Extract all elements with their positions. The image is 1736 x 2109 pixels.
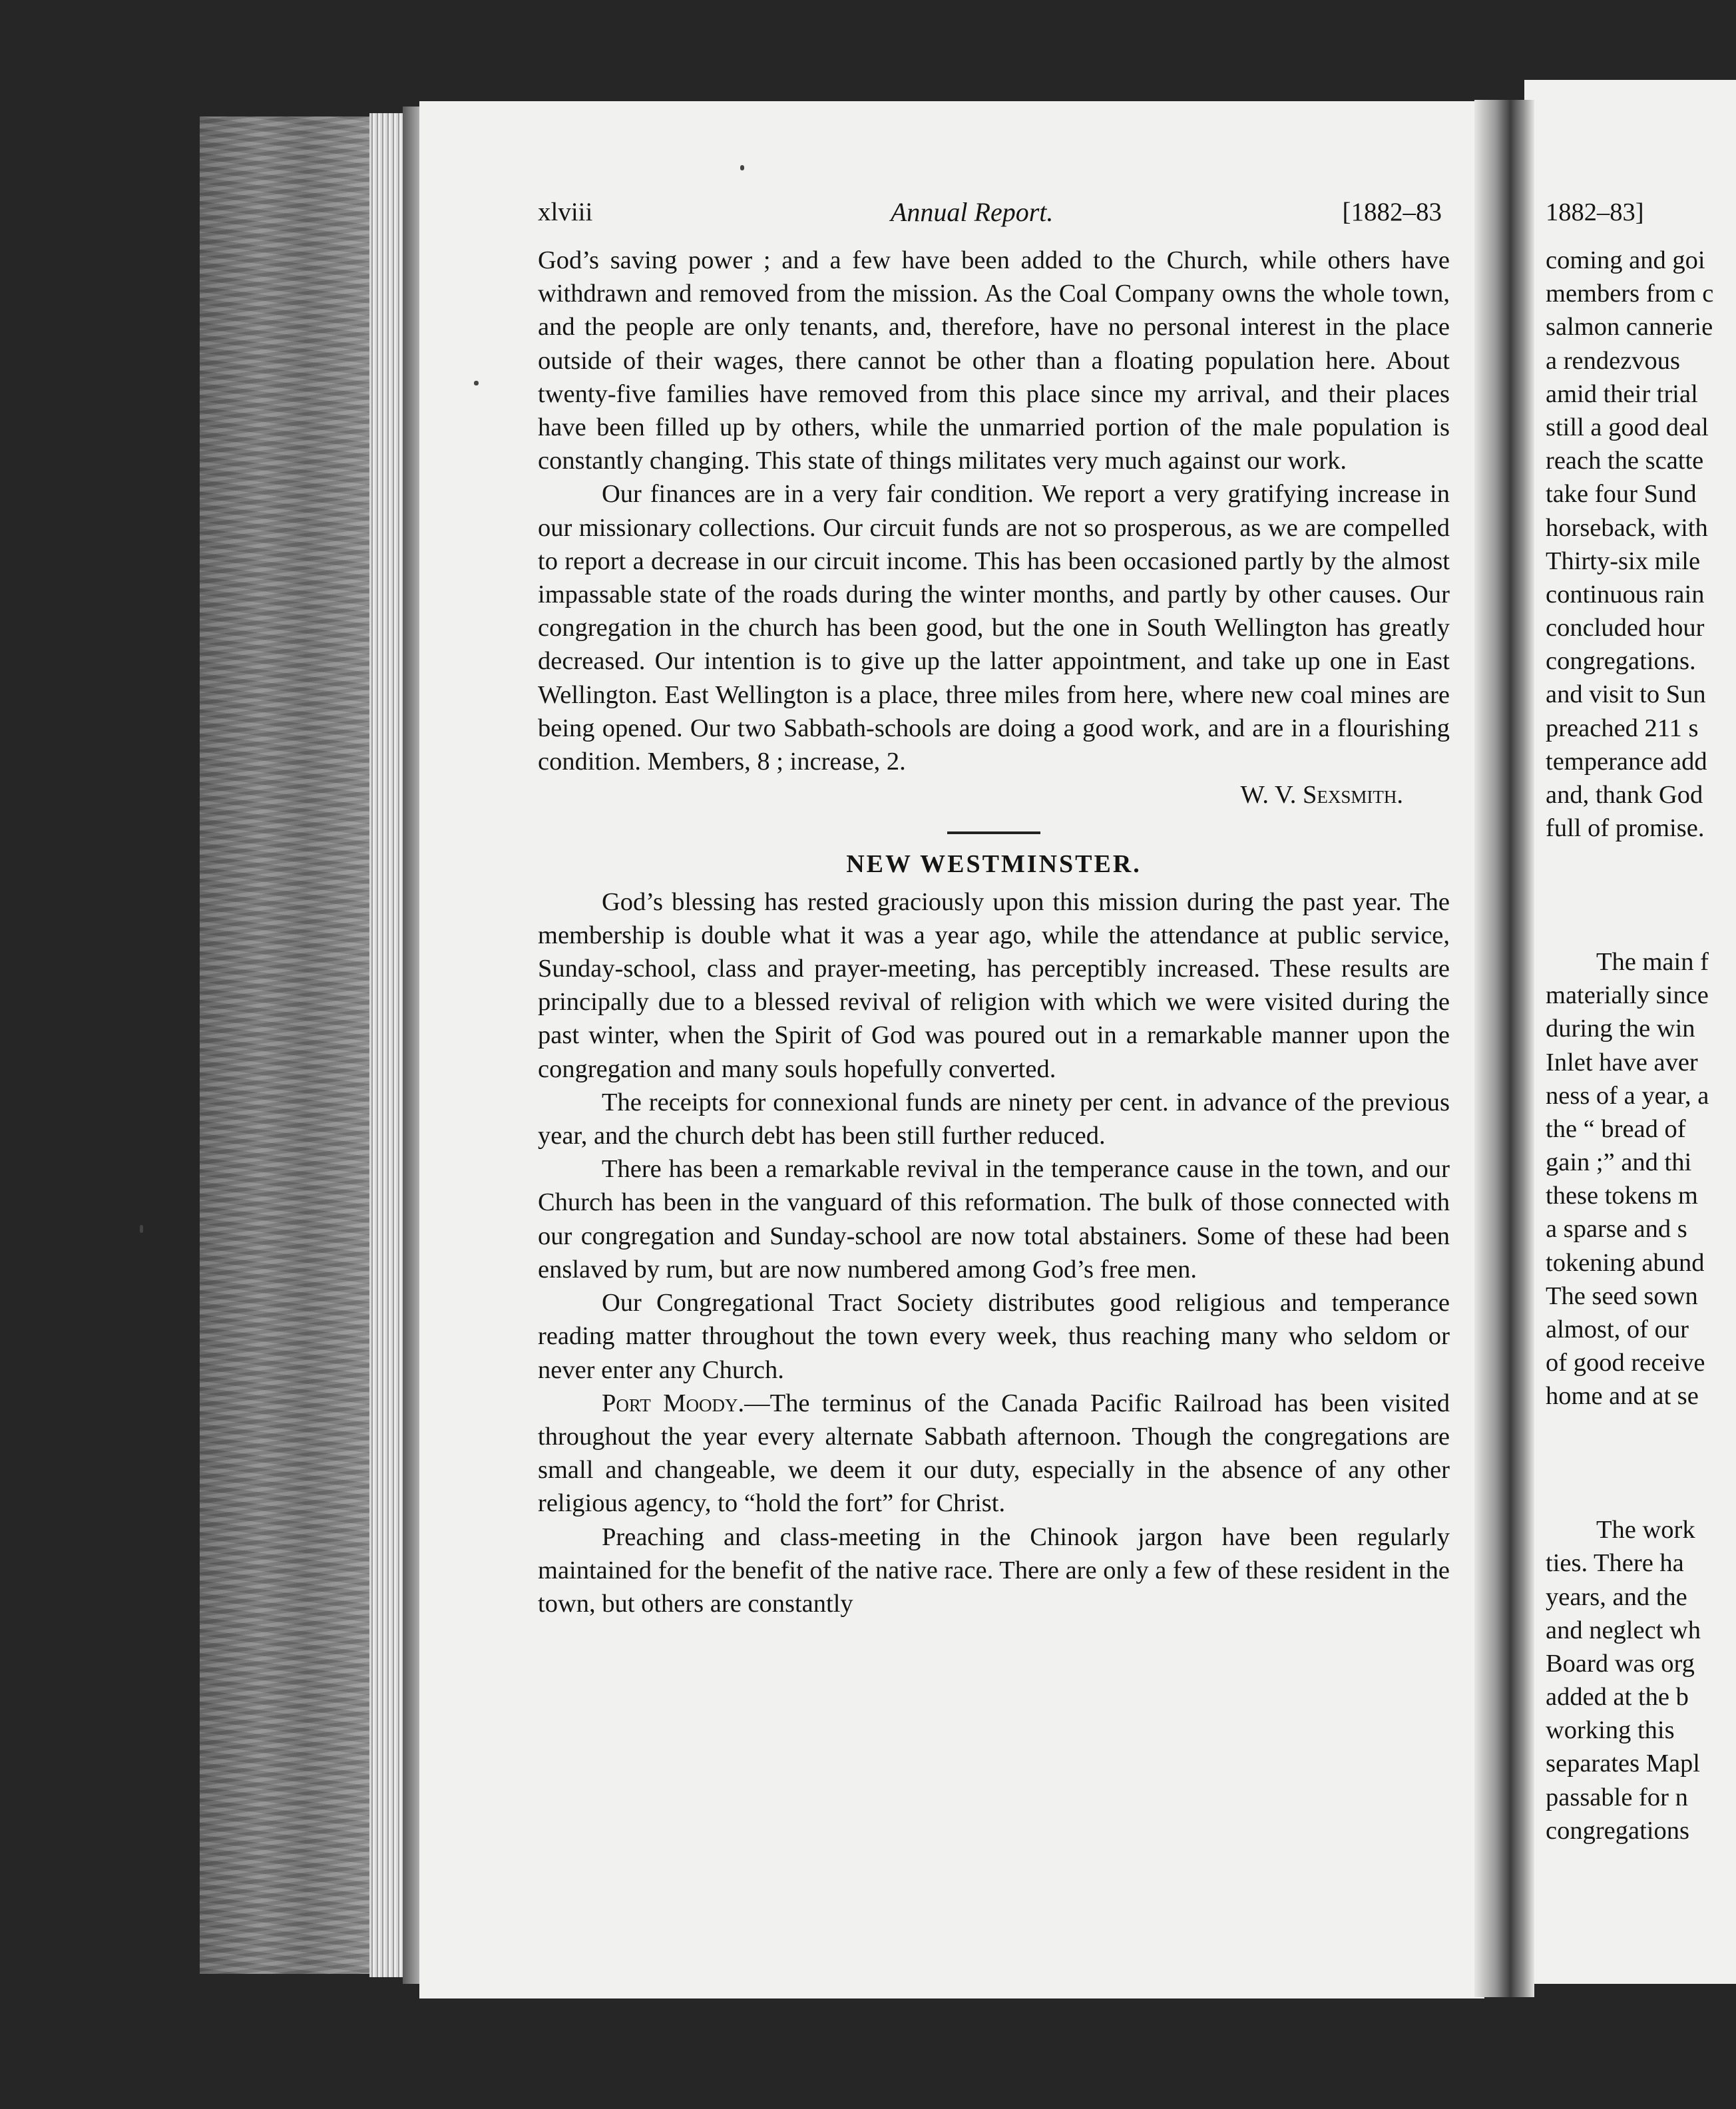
right-page-line: congregations.	[1546, 647, 1696, 676]
section-divider	[947, 831, 1040, 834]
right-page-line: passable for n	[1546, 1783, 1688, 1811]
right-page-line: and neglect wh	[1546, 1616, 1701, 1644]
right-page-line: home and at se	[1546, 1382, 1699, 1411]
right-page-line: Board was org	[1546, 1649, 1695, 1678]
ink-speck	[140, 1225, 143, 1233]
right-page-line: almost, of our	[1546, 1315, 1689, 1343]
right-page-line: amid their trial	[1546, 379, 1698, 408]
section-title: NEW WESTMINSTER.	[846, 850, 1142, 879]
ink-speck	[740, 165, 744, 170]
right-page-line: ties. There ha	[1546, 1549, 1684, 1578]
right-page-line: reach the scatte	[1546, 447, 1704, 475]
right-page-line: concluded hour	[1546, 614, 1705, 642]
paragraph: God’s blessing has rested graciously upon this mission during the past year. The membership is double what it was a year ago, while the attendance at public service, Sunday-school, class and prayer-meeting, has perceptibly increased. These results are principally due to a blessed revival of religion with which we were visited during the past winter, when the Spirit of God was poured out in a remarkable manner upon the congregation and many souls hopefully converted.	[538, 887, 1450, 1083]
right-page-line: The main f	[1596, 947, 1709, 976]
right-page-line	[1546, 1413, 1736, 1447]
page-number: xlviii	[538, 198, 593, 226]
right-page-line: full of promise.	[1546, 814, 1705, 843]
right-page-line: working this	[1546, 1716, 1675, 1745]
paragraph: Our finances are in a very fair condition. We report a very gratifying increase in our missionary collections. Our circuit funds are not so prosperous, as we are compelled to report a decrease in our circuit income. This has been occasioned partly by the almost impassable state of the roads during the winter months, and partly by other causes. Our congregation in the church has been good, but the one in South Wellington has greatly decreased. Our intention is to give up the latter appointment, and take up one in East Wellington. East Wellington is a place, three miles from here, where new coal mines are being opened. Our two Sabbath-schools are doing a good work, and are in a flourishing condition. Members, 8 ; increase, 2.	[538, 480, 1450, 776]
right-page-line: temperance add	[1546, 747, 1707, 776]
page-header	[538, 196, 1450, 244]
right-page-line: tokening abund	[1546, 1248, 1705, 1277]
right-page-line: The seed sown	[1546, 1282, 1698, 1310]
right-page-line: coming and goi	[1546, 246, 1705, 274]
left-page-text	[538, 196, 1450, 1620]
right-page-line: years, and the	[1546, 1582, 1687, 1611]
paragraph: The receipts for connexional funds are ninety per cent. in advance of the previous year, and the church debt has been still further reduced.	[538, 1088, 1450, 1150]
right-page-line	[1546, 1447, 1736, 1480]
paragraph: Our Congregational Tract Society distributes good religious and temperance reading matter throughout the town every week, thus reaching many who seldom or never enter any Church.	[538, 1289, 1450, 1384]
paragraph: There has been a remarkable revival in the temperance cause in the town, and our Church has been in the vanguard of this reformation. The bulk of those connected with our congregation and Sunday-school are now total abstainers. Some of these had been enslaved by rum, but are now numbered among God’s free men.	[538, 1155, 1450, 1284]
right-page-line: separates Mapl	[1546, 1750, 1700, 1778]
paragraph	[538, 1387, 1450, 1521]
right-page-line	[1546, 912, 1736, 945]
paragraph: God’s saving power ; and a few have been added to the Church, while others have withdrawn and removed from the mission. As the Coal Company owns the whole town, and the people are only tenants, and, therefore, have no personal interest in the place outside of their wages, there cannot be other than a floating population here. About twenty-five families have removed from this place since my arrival, and their places have been filled up by others, while the unmarried portion of the male population is constantly changing. This state of things militates very much against our work.	[538, 246, 1450, 475]
right-page-line: these tokens m	[1546, 1182, 1698, 1210]
right-page-line: gain ;” and thi	[1546, 1148, 1692, 1177]
right-page-line: members from c	[1546, 280, 1714, 308]
paragraph: Preaching and class-meeting in the Chinook jargon have been regularly maintained for the benefit of the native race. There are only a few of these resident in the town, but others are constantly	[538, 1523, 1450, 1618]
book-gutter	[1474, 100, 1534, 1997]
right-page-line: continuous rain	[1546, 580, 1705, 608]
right-page-line: ness of a year, a	[1546, 1081, 1709, 1110]
ink-speck	[474, 381, 479, 385]
right-page-line: a sparse and s	[1546, 1215, 1687, 1244]
right-page-line: Thirty-six mile	[1546, 547, 1701, 575]
right-page-line	[1546, 1480, 1736, 1513]
right-page-line: congregations	[1546, 1816, 1689, 1845]
right-page-line: The work	[1596, 1516, 1695, 1544]
right-page-line: Inlet have aver	[1546, 1048, 1698, 1076]
right-page-line: still a good deal	[1546, 413, 1709, 441]
right-page-text	[1546, 196, 1736, 1847]
right-page-line: take four Sund	[1546, 480, 1697, 509]
right-page-line: salmon cannerie	[1546, 313, 1713, 342]
right-page-line	[1546, 879, 1736, 912]
right-page-line: a rendezvous	[1546, 346, 1681, 375]
right-page-line	[1546, 845, 1736, 878]
port-moody-text: —The terminus of the Canada Pacific Railroad has been visited throughout the year every alternate Sabbath afternoon. Though the congregations are small and changeable, we deem it our duty, especially in the absence of any other religious agency, to “hold the fort” for Christ.	[538, 1389, 1450, 1518]
book-page-edges	[200, 117, 376, 1974]
right-page-line: during the win	[1546, 1015, 1695, 1043]
right-page-line: materially since	[1546, 981, 1709, 1010]
right-page-line: preached 211 s	[1546, 714, 1699, 742]
running-title: Annual Report.	[891, 197, 1054, 227]
right-page-line: horseback, with	[1546, 513, 1708, 542]
signature: W. V. Sexsmith.	[1240, 781, 1403, 810]
right-page-line: of good receive	[1546, 1349, 1705, 1377]
right-page-line: the “ bread of	[1546, 1114, 1686, 1143]
right-page-lines	[1546, 244, 1736, 1847]
port-moody-label: Port Moody.	[602, 1389, 745, 1417]
right-page-line: added at the b	[1546, 1683, 1689, 1712]
right-page-header: 1882–83]	[1546, 198, 1644, 226]
right-page-line: and visit to Sun	[1546, 680, 1706, 709]
right-page-line: and, thank God	[1546, 781, 1703, 809]
header-year: [1882–83	[1342, 198, 1442, 226]
